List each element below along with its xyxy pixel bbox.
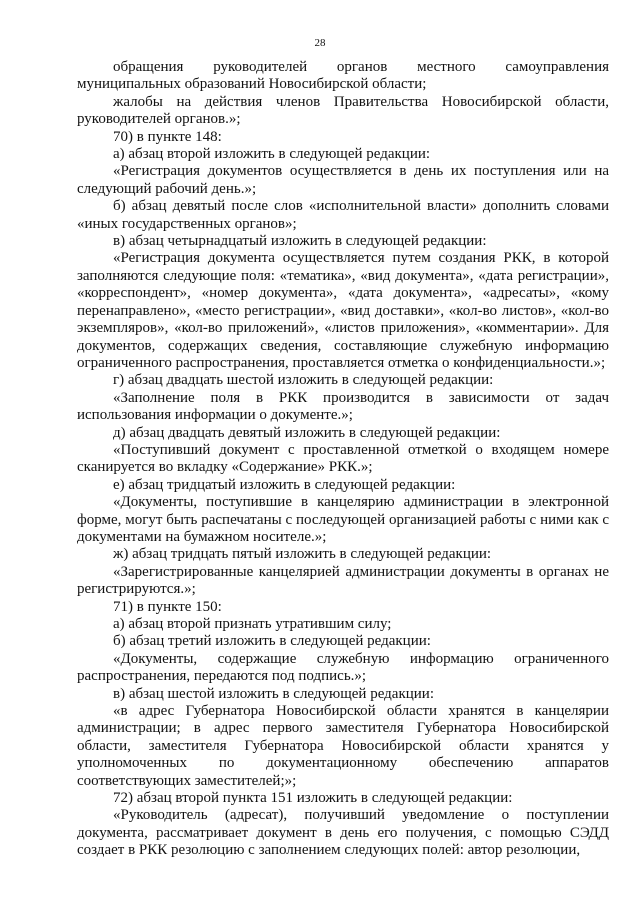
paragraph: жалобы на действия членов Правительства Новосибирской области, руководителей органов.»; [77,93,609,128]
paragraph: г) абзац двадцать шестой изложить в следующей редакции: [113,372,494,389]
paragraph: 70) в пункте 148: [113,128,222,145]
paragraph: «в адрес Губернатора Новосибирской области хранятся в канцелярии администрации; в адрес первого заместителя Губернатора Новосибирской области, заместителя Губернатора Новосибирской области хранятся у уполномоченных по документационному обеспечению аппаратов соответствующих заместителей;»; [77,703,609,789]
paragraph: обращения руководителей органов местного самоуправления муниципальных образований Новосибирской области; [77,59,609,93]
paragraph: «Регистрация документов осуществляется в день их поступления или на следующий рабочий день.»; [77,163,609,197]
paragraph: а) абзац второй признать утратившим силу; [113,616,392,632]
document-body [77,59,609,860]
paragraph: д) абзац двадцать девятый изложить в следующей редакции: [113,424,501,441]
paragraph: в) абзац четырнадцатый изложить в следующей редакции: [113,233,487,250]
paragraph: е) абзац тридцатый изложить в следующей редакции: [113,476,456,493]
paragraph: а) абзац второй изложить в следующей редакции: [113,146,431,163]
paragraph: 72) абзац второй пункта 151 изложить в следующей редакции: [113,790,513,807]
paragraph: «Документы, содержащие служебную информацию ограниченного распространения, передаются под подпись.»; [77,650,609,685]
paragraph: в) абзац шестой изложить в следующей редакции: [113,685,434,702]
page-number: 28 [314,37,326,49]
paragraph: б) абзац третий изложить в следующей редакции: [113,633,431,650]
paragraph: «Документы, поступившие в канцелярию администрации в электронной форме, могут быть распечатаны с последующей организацией работы с ними как с документами на бумажном носителе.»; [77,494,609,545]
paragraph: «Заполнение поля в РКК производится в зависимости от задач использования информации о документе.»; [77,389,609,424]
paragraph: 71) в пункте 150: [113,598,222,615]
paragraph: «Зарегистрированные канцелярией администрации документы в органах не регистрируются.»; [77,563,609,598]
paragraph: «Руководитель (адресат), получивший уведомление о поступлении документа, рассматривает документ в день его получения, с помощью СЭДД создает в РКК резолюцию с заполнением следующих полей: автор резолюции, [77,807,609,859]
paragraph: «Поступивший документ с проставленной отметкой о входящем номере сканируется во вкладку «Содержание» РКК.»; [77,441,609,476]
paragraph: «Регистрация документа осуществляется путем создания РКК, в которой заполняются следующие поля: «тематика», «вид документа», «дата регистрации», «корреспондент», «номер документа», «дата документа», «адресаты», «кому перенаправлено», «место регистрации», «вид доставки», «кол-во листов», «кол-во экземпляров», «кол-во приложений», «листов приложения», «комментарии». Для документов, содержащих сведения, составляющие служебную информацию ограниченного распространения, проставляется отметка о конфиденциальности.»; [77,250,609,371]
paragraph: ж) абзац тридцать пятый изложить в следующей редакции: [113,546,492,563]
paragraph: б) абзац девятый после слов «исполнительной власти» дополнить словами «иных государственных органов»; [77,198,609,232]
